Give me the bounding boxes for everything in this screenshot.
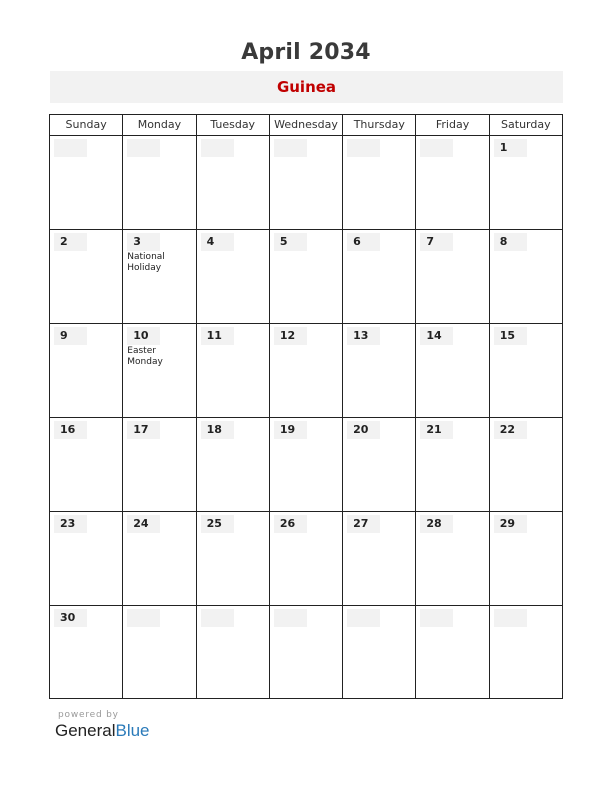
day-cell	[123, 324, 196, 417]
week-row	[50, 324, 562, 418]
day-number: 11	[201, 327, 234, 345]
day-cell	[343, 324, 416, 417]
day-cell	[270, 418, 343, 511]
day-cell	[270, 606, 343, 699]
day-number: 1	[494, 139, 527, 157]
holiday-label: Easter Monday	[127, 346, 163, 367]
day-cell	[416, 418, 489, 511]
day-number: 6	[347, 233, 380, 251]
brand-general-text: General	[55, 721, 116, 740]
calendar-grid	[49, 114, 563, 699]
day-number: 15	[494, 327, 527, 345]
day-number: 5	[274, 233, 307, 251]
day-cell	[197, 512, 270, 605]
weekday-wednesday: Wednesday	[270, 115, 343, 135]
day-cell	[123, 418, 196, 511]
day-number: 18	[201, 421, 234, 439]
day-number: 2	[54, 233, 87, 251]
day-cell	[343, 606, 416, 699]
day-cell	[343, 418, 416, 511]
day-number: 19	[274, 421, 307, 439]
weekday-thursday: Thursday	[343, 115, 416, 135]
day-cell	[50, 606, 123, 699]
week-row	[50, 606, 562, 699]
week-row	[50, 136, 562, 230]
day-cell	[416, 136, 489, 229]
day-cell	[197, 606, 270, 699]
weekday-sunday: Sunday	[50, 115, 123, 135]
weekday-tuesday: Tuesday	[197, 115, 270, 135]
day-number: 20	[347, 421, 380, 439]
day-cell	[416, 512, 489, 605]
day-cell	[123, 230, 196, 323]
day-number: 24	[127, 515, 160, 533]
weekday-friday: Friday	[416, 115, 489, 135]
weekday-monday: Monday	[123, 115, 196, 135]
day-number: 12	[274, 327, 307, 345]
day-cell	[197, 230, 270, 323]
day-number: 7	[420, 233, 453, 251]
day-number: 25	[201, 515, 234, 533]
day-cell	[197, 324, 270, 417]
brand-blue-text: Blue	[115, 721, 150, 740]
day-number: 30	[54, 609, 87, 627]
day-cell	[416, 324, 489, 417]
day-cell	[123, 512, 196, 605]
day-cell	[343, 136, 416, 229]
day-number	[201, 139, 234, 157]
page-title: April 2034	[241, 40, 371, 65]
day-number: 14	[420, 327, 453, 345]
country-name: Guinea	[276, 78, 337, 96]
day-number: 26	[274, 515, 307, 533]
day-cell	[416, 230, 489, 323]
day-number: 13	[347, 327, 380, 345]
day-number	[127, 609, 160, 627]
weekday-saturday: Saturday	[501, 118, 551, 131]
week-row	[50, 230, 562, 324]
day-number	[420, 609, 453, 627]
weekday-header-row	[50, 115, 562, 136]
brand-logo[interactable]	[55, 721, 150, 741]
day-number: 3	[127, 233, 160, 251]
day-cell	[123, 606, 196, 699]
day-number: 23	[54, 515, 87, 533]
day-number	[127, 139, 160, 157]
day-cell	[270, 324, 343, 417]
day-number: 8	[494, 233, 527, 251]
day-number	[274, 609, 307, 627]
day-number	[274, 139, 307, 157]
day-cell	[270, 230, 343, 323]
day-number	[494, 609, 527, 627]
day-number: 21	[420, 421, 453, 439]
day-number	[54, 139, 87, 157]
day-number: 17	[127, 421, 160, 439]
day-cell	[197, 418, 270, 511]
country-banner	[50, 71, 563, 103]
day-cell	[197, 136, 270, 229]
day-cell	[490, 418, 562, 511]
day-cell	[490, 230, 562, 323]
day-number: 16	[54, 421, 87, 439]
day-number: 10	[127, 327, 160, 345]
day-number: 9	[54, 327, 87, 345]
day-cell	[50, 512, 123, 605]
day-cell	[50, 418, 123, 511]
day-number	[347, 609, 380, 627]
day-number: 28	[420, 515, 453, 533]
weeks-container	[50, 136, 562, 699]
day-number	[420, 139, 453, 157]
holiday-label: National Holiday	[127, 252, 165, 273]
day-cell	[343, 512, 416, 605]
powered-by-text: powered by	[58, 710, 119, 720]
day-cell	[123, 136, 196, 229]
day-cell	[416, 606, 489, 699]
day-cell	[490, 512, 562, 605]
day-cell	[490, 324, 562, 417]
day-number: 27	[347, 515, 380, 533]
day-cell	[270, 512, 343, 605]
day-cell	[490, 136, 562, 229]
week-row	[50, 512, 562, 606]
day-number: 29	[494, 515, 527, 533]
day-cell	[490, 606, 562, 699]
day-number: 22	[494, 421, 527, 439]
day-cell	[343, 230, 416, 323]
day-number	[347, 139, 380, 157]
day-cell	[50, 230, 123, 323]
day-number: 4	[201, 233, 234, 251]
day-number	[201, 609, 234, 627]
day-cell	[270, 136, 343, 229]
week-row	[50, 418, 562, 512]
day-cell	[50, 136, 123, 229]
day-cell	[50, 324, 123, 417]
